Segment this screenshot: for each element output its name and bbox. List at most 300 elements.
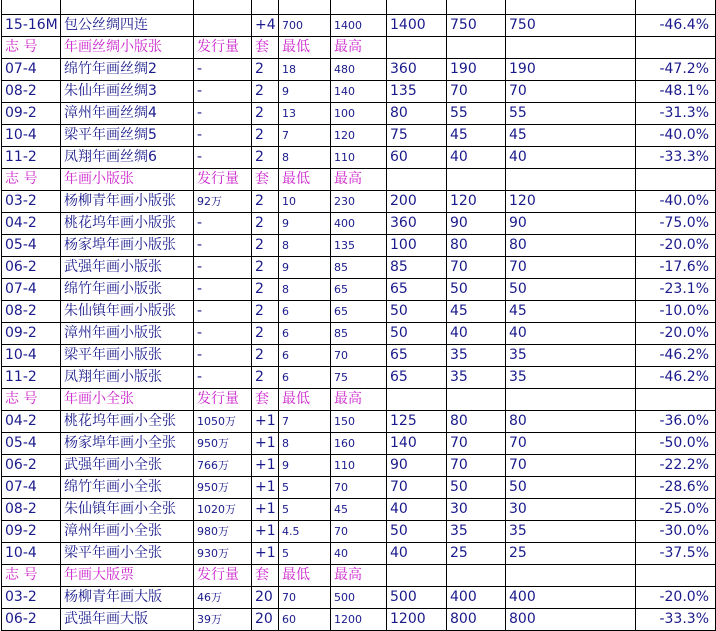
- cell-p1: [387, 37, 447, 59]
- cell-p1: 1400: [387, 15, 447, 37]
- cell-p1: 75: [387, 125, 447, 147]
- cell-set: 2: [252, 103, 279, 125]
- cell-change: -17.6%: [636, 257, 716, 279]
- cell-code: 08-2: [2, 301, 61, 323]
- cell-change: -36.0%: [636, 411, 716, 433]
- cell-p3: 55: [506, 103, 636, 125]
- cell-issue: 发行量: [194, 565, 252, 587]
- cell-high: 最高: [331, 565, 387, 587]
- cell-name: 武强年画小全张: [61, 455, 194, 477]
- cell-set: 2: [252, 191, 279, 213]
- cell-code: 10-4: [2, 543, 61, 565]
- cell-p2: 80: [447, 411, 506, 433]
- cell-p3: 120: [506, 191, 636, 213]
- cell-set: +1: [252, 521, 279, 543]
- cell-code: 05-4: [2, 433, 61, 455]
- cell-p1: 40: [387, 499, 447, 521]
- cell-code: 11-2: [2, 367, 61, 389]
- cell-low: 4.5: [279, 521, 331, 543]
- cell-name: 凤翔年画小版张: [61, 367, 194, 389]
- cell-set: 2: [252, 367, 279, 389]
- cell-set: +1: [252, 543, 279, 565]
- cell-change: -31.3%: [636, 103, 716, 125]
- cell-p1: 500: [387, 587, 447, 609]
- cell-high: 1400: [331, 15, 387, 37]
- cell-high: 110: [331, 455, 387, 477]
- cell-name: 年画大版票: [61, 565, 194, 587]
- cell-high: 1200: [331, 609, 387, 631]
- cell-p1: 65: [387, 279, 447, 301]
- cell-p1: 100: [387, 235, 447, 257]
- cell-p3: 30: [506, 499, 636, 521]
- table-row: [2, 0, 716, 15]
- cell-p3: [506, 169, 636, 191]
- cell-change: -40.0%: [636, 191, 716, 213]
- cell-name: 武强年画小版张: [61, 257, 194, 279]
- cell-set: 2: [252, 279, 279, 301]
- cell-name: 杨柳青年画大版: [61, 587, 194, 609]
- table-row: [2, 15, 716, 37]
- cell-name: 桃花坞年画小全张: [61, 411, 194, 433]
- cell-issue: -: [194, 323, 252, 345]
- cell-low: 8: [279, 147, 331, 169]
- table-row: [2, 279, 716, 301]
- cell-p1: [387, 389, 447, 411]
- cell-issue: -: [194, 125, 252, 147]
- cell-low: 9: [279, 455, 331, 477]
- cell-p3: 40: [506, 323, 636, 345]
- cell-p1: 200: [387, 191, 447, 213]
- cell-p2: 800: [447, 609, 506, 631]
- cell-high: 最高: [331, 37, 387, 59]
- table-row: [2, 411, 716, 433]
- cell-name: 杨柳青年画小版张: [61, 191, 194, 213]
- cell-p2: 40: [447, 323, 506, 345]
- cell-name: 绵竹年画小版张: [61, 279, 194, 301]
- cell-low: 5: [279, 477, 331, 499]
- cell-name: 武强年画大版: [61, 609, 194, 631]
- cell-low: 9: [279, 257, 331, 279]
- cell-change: -33.3%: [636, 609, 716, 631]
- cell-issue: -: [194, 147, 252, 169]
- cell-p3: 70: [506, 433, 636, 455]
- cell-p2: 400: [447, 587, 506, 609]
- cell-name: 绵竹年画丝绸2: [61, 59, 194, 81]
- cell-p1: 65: [387, 345, 447, 367]
- cell-set: 2: [252, 235, 279, 257]
- cell-p2: 35: [447, 521, 506, 543]
- table-row: [2, 521, 716, 543]
- cell-set: +1: [252, 499, 279, 521]
- cell-p2: 90: [447, 213, 506, 235]
- cell-p1: 85: [387, 257, 447, 279]
- cell-p1: 40: [387, 543, 447, 565]
- cell-change: [636, 565, 716, 587]
- cell-name: 杨家埠年画小版张: [61, 235, 194, 257]
- section-header-row: [2, 565, 716, 587]
- cell-p2: 25: [447, 543, 506, 565]
- cell-issue: -: [194, 103, 252, 125]
- table-row: [2, 543, 716, 565]
- cell-p1: [387, 0, 447, 15]
- cell-low: 700: [279, 15, 331, 37]
- cell-high: 70: [331, 521, 387, 543]
- cell-change: -30.0%: [636, 521, 716, 543]
- cell-low: 9: [279, 213, 331, 235]
- cell-p1: 90: [387, 455, 447, 477]
- cell-low: 5: [279, 499, 331, 521]
- cell-issue: -: [194, 59, 252, 81]
- cell-change: -50.0%: [636, 433, 716, 455]
- cell-p3: [506, 0, 636, 15]
- cell-name: 包公丝绸四连: [61, 15, 194, 37]
- table-row: [2, 345, 716, 367]
- cell-p3: 35: [506, 345, 636, 367]
- cell-p1: 60: [387, 147, 447, 169]
- cell-change: -75.0%: [636, 213, 716, 235]
- cell-high: [331, 0, 387, 15]
- cell-p1: 135: [387, 81, 447, 103]
- cell-p3: 400: [506, 587, 636, 609]
- cell-p3: 190: [506, 59, 636, 81]
- cell-name: 年画小版张: [61, 169, 194, 191]
- cell-high: 70: [331, 477, 387, 499]
- table-body: [2, 0, 716, 631]
- cell-set: 套: [252, 169, 279, 191]
- cell-code: 08-2: [2, 81, 61, 103]
- cell-issue: 950万: [194, 477, 252, 499]
- cell-p3: 50: [506, 279, 636, 301]
- cell-change: -46.2%: [636, 345, 716, 367]
- cell-name: 梁平年画小版张: [61, 345, 194, 367]
- cell-change: -48.1%: [636, 81, 716, 103]
- table-row: [2, 367, 716, 389]
- table-row: [2, 257, 716, 279]
- cell-p2: 120: [447, 191, 506, 213]
- cell-change: [636, 169, 716, 191]
- table-row: [2, 477, 716, 499]
- cell-code: 志 号: [2, 389, 61, 411]
- cell-p3: [506, 565, 636, 587]
- table-row: [2, 103, 716, 125]
- table-row: [2, 81, 716, 103]
- cell-p1: 80: [387, 103, 447, 125]
- cell-set: +1: [252, 477, 279, 499]
- table-row: [2, 59, 716, 81]
- cell-issue: 930万: [194, 543, 252, 565]
- cell-issue: -: [194, 279, 252, 301]
- cell-high: 160: [331, 433, 387, 455]
- table-row: [2, 433, 716, 455]
- cell-p2: 80: [447, 235, 506, 257]
- cell-change: -20.0%: [636, 235, 716, 257]
- cell-issue: 1050万: [194, 411, 252, 433]
- cell-set: 2: [252, 81, 279, 103]
- cell-p3: 90: [506, 213, 636, 235]
- cell-set: 2: [252, 147, 279, 169]
- cell-low: 70: [279, 587, 331, 609]
- cell-p3: 40: [506, 147, 636, 169]
- cell-set: 2: [252, 257, 279, 279]
- cell-set: 套: [252, 37, 279, 59]
- cell-p2: 35: [447, 367, 506, 389]
- table-row: [2, 191, 716, 213]
- cell-p2: 70: [447, 257, 506, 279]
- cell-low: 6: [279, 345, 331, 367]
- cell-high: 最高: [331, 389, 387, 411]
- cell-p2: 190: [447, 59, 506, 81]
- section-header-row: [2, 37, 716, 59]
- cell-p2: 750: [447, 15, 506, 37]
- cell-change: -33.3%: [636, 147, 716, 169]
- cell-p2: 45: [447, 301, 506, 323]
- cell-code: 15-16M: [2, 15, 61, 37]
- cell-change: [636, 37, 716, 59]
- cell-p3: 80: [506, 411, 636, 433]
- cell-high: 150: [331, 411, 387, 433]
- cell-p2: 55: [447, 103, 506, 125]
- cell-issue: -: [194, 213, 252, 235]
- cell-p1: 125: [387, 411, 447, 433]
- cell-set: 2: [252, 125, 279, 147]
- cell-low: 18: [279, 59, 331, 81]
- cell-issue: 92万: [194, 191, 252, 213]
- cell-code: 04-2: [2, 411, 61, 433]
- table-row: [2, 499, 716, 521]
- cell-issue: -: [194, 367, 252, 389]
- cell-low: 10: [279, 191, 331, 213]
- cell-p2: 45: [447, 125, 506, 147]
- cell-low: 7: [279, 125, 331, 147]
- table-row: [2, 213, 716, 235]
- cell-change: -10.0%: [636, 301, 716, 323]
- cell-high: 500: [331, 587, 387, 609]
- cell-p3: 45: [506, 125, 636, 147]
- cell-low: 6: [279, 323, 331, 345]
- cell-code: 03-2: [2, 587, 61, 609]
- cell-code: 07-4: [2, 59, 61, 81]
- cell-change: -46.4%: [636, 15, 716, 37]
- cell-change: [636, 0, 716, 15]
- cell-p2: 35: [447, 345, 506, 367]
- cell-high: 100: [331, 103, 387, 125]
- cell-change: -23.1%: [636, 279, 716, 301]
- cell-high: 45: [331, 499, 387, 521]
- cell-p1: 1200: [387, 609, 447, 631]
- table-row: [2, 609, 716, 631]
- cell-p1: 50: [387, 301, 447, 323]
- cell-code: 志 号: [2, 565, 61, 587]
- cell-change: -46.2%: [636, 367, 716, 389]
- cell-p1: 50: [387, 323, 447, 345]
- cell-p3: [506, 389, 636, 411]
- cell-set: 20: [252, 609, 279, 631]
- cell-code: 11-2: [2, 147, 61, 169]
- cell-change: -25.0%: [636, 499, 716, 521]
- cell-low: [279, 0, 331, 15]
- cell-issue: -: [194, 235, 252, 257]
- cell-high: 140: [331, 81, 387, 103]
- cell-set: 2: [252, 59, 279, 81]
- cell-low: 8: [279, 433, 331, 455]
- cell-p2: [447, 389, 506, 411]
- cell-set: +1: [252, 433, 279, 455]
- cell-name: 漳州年画小全张: [61, 521, 194, 543]
- table-row: [2, 125, 716, 147]
- table-row: [2, 455, 716, 477]
- cell-issue: 46万: [194, 587, 252, 609]
- cell-code: 10-4: [2, 125, 61, 147]
- cell-high: 65: [331, 279, 387, 301]
- cell-p1: [387, 565, 447, 587]
- cell-p3: 800: [506, 609, 636, 631]
- cell-issue: 发行量: [194, 389, 252, 411]
- cell-issue: 950万: [194, 433, 252, 455]
- cell-p2: [447, 37, 506, 59]
- cell-p2: 40: [447, 147, 506, 169]
- cell-set: +1: [252, 455, 279, 477]
- cell-issue: 发行量: [194, 169, 252, 191]
- cell-high: 65: [331, 301, 387, 323]
- cell-p3: 750: [506, 15, 636, 37]
- cell-low: 最低: [279, 37, 331, 59]
- cell-issue: -: [194, 81, 252, 103]
- table-row: [2, 323, 716, 345]
- cell-p1: [387, 169, 447, 191]
- cell-name: 梁平年画丝绸5: [61, 125, 194, 147]
- cell-name: 漳州年画小版张: [61, 323, 194, 345]
- cell-p2: 70: [447, 433, 506, 455]
- cell-change: -22.2%: [636, 455, 716, 477]
- cell-p2: 50: [447, 279, 506, 301]
- cell-code: 05-4: [2, 235, 61, 257]
- cell-high: 85: [331, 257, 387, 279]
- cell-change: -20.0%: [636, 323, 716, 345]
- cell-code: 06-2: [2, 455, 61, 477]
- cell-p3: 45: [506, 301, 636, 323]
- cell-code: 04-2: [2, 213, 61, 235]
- cell-p3: 70: [506, 81, 636, 103]
- cell-p3: [506, 37, 636, 59]
- cell-p1: 360: [387, 59, 447, 81]
- cell-name: 朱仙镇年画小版张: [61, 301, 194, 323]
- cell-set: +1: [252, 411, 279, 433]
- cell-code: 07-4: [2, 477, 61, 499]
- cell-low: 13: [279, 103, 331, 125]
- cell-low: 6: [279, 301, 331, 323]
- cell-issue: -: [194, 345, 252, 367]
- cell-low: 60: [279, 609, 331, 631]
- cell-p2: 50: [447, 477, 506, 499]
- cell-low: 8: [279, 279, 331, 301]
- cell-high: 最高: [331, 169, 387, 191]
- cell-name: 漳州年画丝绸4: [61, 103, 194, 125]
- cell-code: 10-4: [2, 345, 61, 367]
- cell-code: 09-2: [2, 521, 61, 543]
- cell-low: 5: [279, 543, 331, 565]
- cell-high: 85: [331, 323, 387, 345]
- cell-low: 最低: [279, 389, 331, 411]
- cell-code: 06-2: [2, 257, 61, 279]
- cell-high: 230: [331, 191, 387, 213]
- cell-name: 梁平年画小全张: [61, 543, 194, 565]
- cell-p2: 70: [447, 455, 506, 477]
- cell-set: [252, 0, 279, 15]
- cell-code: 07-4: [2, 279, 61, 301]
- cell-change: -40.0%: [636, 125, 716, 147]
- cell-issue: 39万: [194, 609, 252, 631]
- cell-low: 9: [279, 81, 331, 103]
- cell-code: 09-2: [2, 323, 61, 345]
- cell-name: 年画丝绸小版张: [61, 37, 194, 59]
- cell-p2: [447, 169, 506, 191]
- cell-name: 凤翔年画丝绸6: [61, 147, 194, 169]
- table-row: [2, 235, 716, 257]
- table-row: [2, 587, 716, 609]
- cell-p2: [447, 0, 506, 15]
- cell-code: 03-2: [2, 191, 61, 213]
- cell-set: 2: [252, 345, 279, 367]
- cell-change: [636, 389, 716, 411]
- cell-code: 06-2: [2, 609, 61, 631]
- table-row: [2, 147, 716, 169]
- cell-high: 400: [331, 213, 387, 235]
- cell-name: [61, 0, 194, 15]
- cell-name: 朱仙镇年画小全张: [61, 499, 194, 521]
- cell-issue: 766万: [194, 455, 252, 477]
- cell-low: 7: [279, 411, 331, 433]
- cell-change: -20.0%: [636, 587, 716, 609]
- cell-issue: 1020万: [194, 499, 252, 521]
- cell-p3: 80: [506, 235, 636, 257]
- cell-p3: 25: [506, 543, 636, 565]
- section-header-row: [2, 169, 716, 191]
- cell-p1: 360: [387, 213, 447, 235]
- cell-name: 桃花坞年画小版张: [61, 213, 194, 235]
- cell-code: [2, 0, 61, 15]
- cell-name: 年画小全张: [61, 389, 194, 411]
- cell-high: 75: [331, 367, 387, 389]
- cell-issue: 发行量: [194, 37, 252, 59]
- cell-change: -28.6%: [636, 477, 716, 499]
- cell-change: -37.5%: [636, 543, 716, 565]
- price-table: [1, 0, 716, 631]
- cell-set: 2: [252, 213, 279, 235]
- cell-p1: 70: [387, 477, 447, 499]
- cell-high: 120: [331, 125, 387, 147]
- cell-code: 志 号: [2, 37, 61, 59]
- cell-low: 最低: [279, 169, 331, 191]
- cell-name: 杨家埠年画小全张: [61, 433, 194, 455]
- cell-p2: 70: [447, 81, 506, 103]
- cell-set: 套: [252, 565, 279, 587]
- cell-high: 135: [331, 235, 387, 257]
- cell-p3: 35: [506, 367, 636, 389]
- cell-p1: 50: [387, 521, 447, 543]
- cell-high: 110: [331, 147, 387, 169]
- cell-p1: 140: [387, 433, 447, 455]
- cell-issue: -: [194, 301, 252, 323]
- cell-set: 20: [252, 587, 279, 609]
- cell-p3: 70: [506, 455, 636, 477]
- cell-low: 8: [279, 235, 331, 257]
- cell-low: 最低: [279, 565, 331, 587]
- cell-name: 朱仙年画丝绸3: [61, 81, 194, 103]
- cell-issue: [194, 0, 252, 15]
- cell-p2: 30: [447, 499, 506, 521]
- cell-p3: 70: [506, 257, 636, 279]
- cell-code: 08-2: [2, 499, 61, 521]
